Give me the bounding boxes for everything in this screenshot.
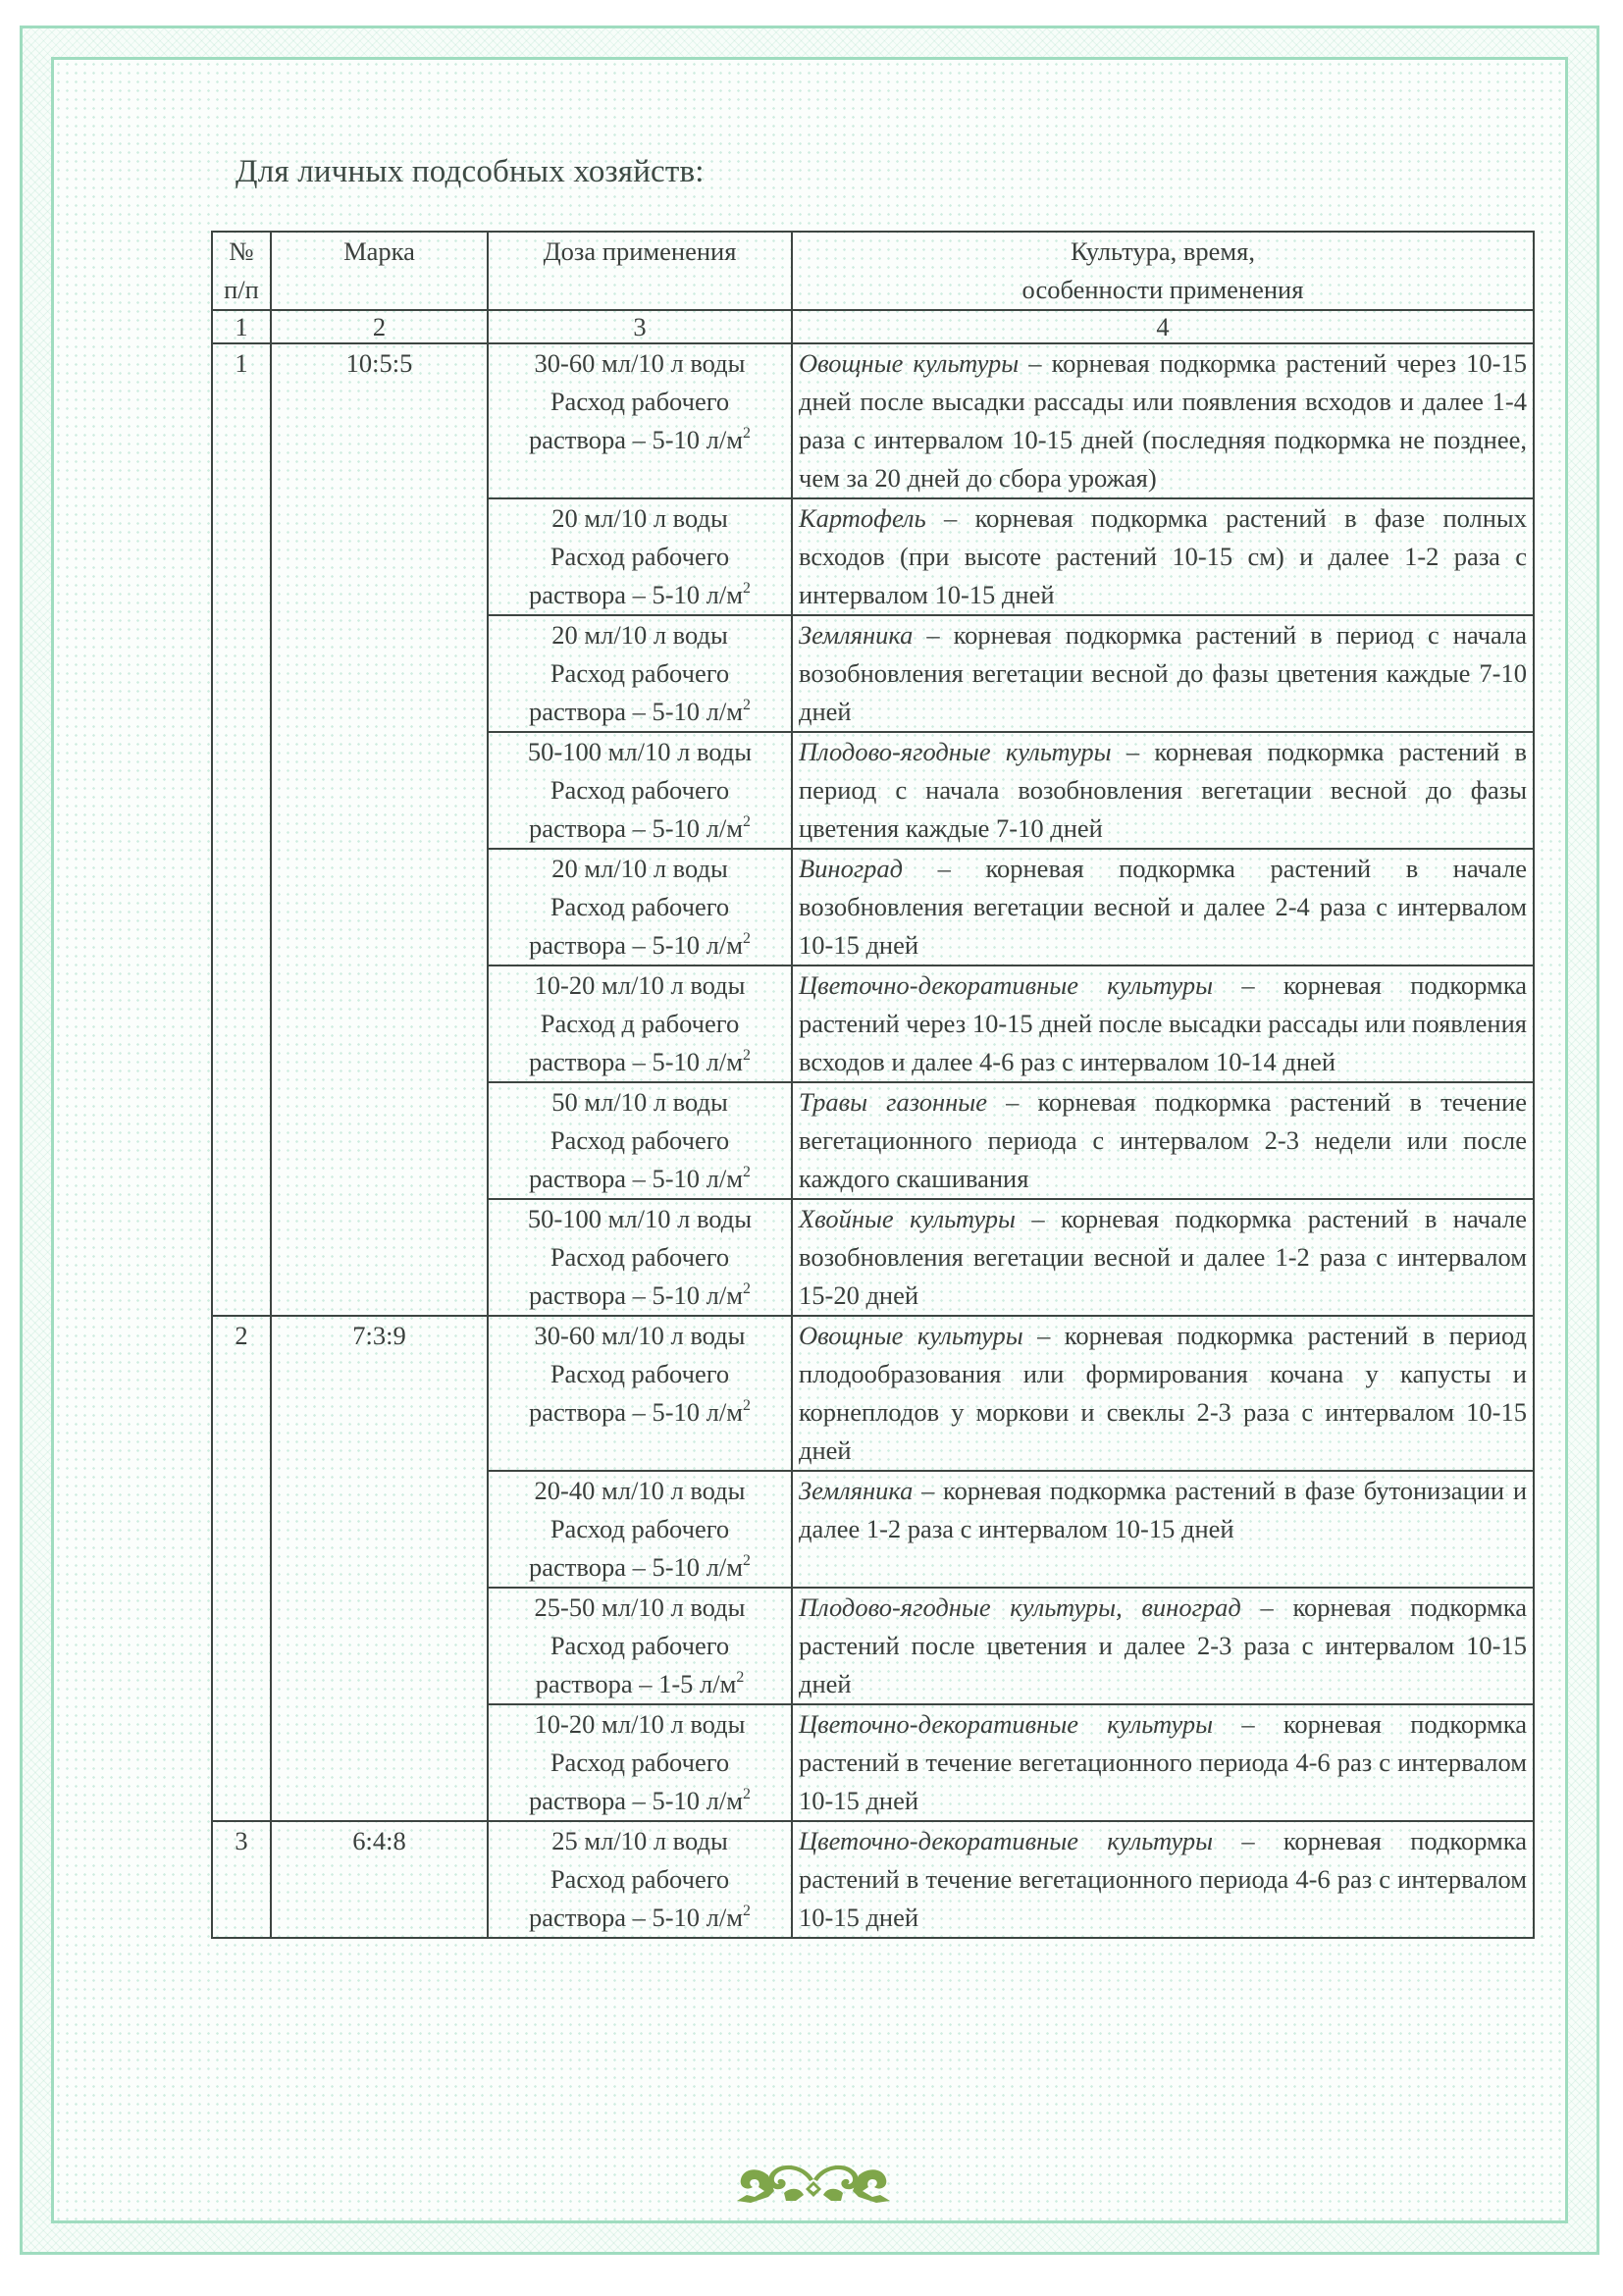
application-description: – корневая подкормка растений через 10-15 дней после высадки рассады или появления всходов и далее 4-6 раз с интервалом 10-14 дней [799, 970, 1527, 1076]
unit-superscript: 2 [743, 579, 751, 597]
unit-superscript: 2 [743, 812, 751, 830]
unit-superscript: 2 [743, 1279, 751, 1297]
application-cell [792, 1821, 1534, 1938]
crop-name: Травы газонные [799, 1087, 987, 1117]
dose-consumption-label: Расход рабочего [550, 387, 730, 416]
crop-name: Земляника [799, 1476, 914, 1505]
crop-name: Овощные культуры [799, 1321, 1023, 1350]
application-description: – корневая подкормка растений в течение вегетационного периода 4-6 раз с интервалом 10-15 дней [799, 1709, 1527, 1815]
dose-amount: 30-60 мл/10 л воды [534, 1321, 746, 1350]
dose-consumption-rate: раствора – 5-10 л/м [529, 813, 744, 843]
dose-cell [488, 1316, 792, 1471]
crop-name: Хвойные культуры [799, 1204, 1016, 1233]
header-crop-line1: Культура, время, [1071, 236, 1255, 266]
dose-consumption-rate: раствора – 5-10 л/м [529, 1280, 744, 1310]
dose-consumption-label: Расход рабочего [550, 1125, 730, 1155]
application-cell [792, 849, 1534, 965]
column-number: 3 [488, 310, 792, 343]
application-cell [792, 1199, 1534, 1316]
dose-consumption-label: Расход рабочего [550, 1864, 730, 1894]
crop-name: Цветочно-декоративные культуры [799, 1709, 1214, 1739]
unit-superscript: 2 [743, 1046, 751, 1064]
dose-consumption-rate: раствора – 5-10 л/м [529, 580, 744, 609]
dose-amount: 20 мл/10 л воды [551, 620, 728, 650]
dose-consumption-rate: раствора – 5-10 л/м [529, 1397, 744, 1427]
application-cell [792, 498, 1534, 615]
dose-amount: 10-20 мл/10 л воды [534, 970, 746, 1000]
column-number: 1 [212, 310, 271, 343]
dose-consumption-rate: раствора – 5-10 л/м [529, 1164, 744, 1193]
application-cell [792, 1082, 1534, 1199]
unit-superscript: 2 [743, 424, 751, 442]
header-brand: Марка [271, 232, 488, 310]
row-number: 2 [212, 1316, 271, 1821]
table-row [212, 343, 1534, 498]
brand-ratio: 7:3:9 [271, 1316, 488, 1821]
unit-superscript: 2 [743, 929, 751, 947]
dose-cell [488, 1704, 792, 1821]
application-cell [792, 615, 1534, 732]
dose-cell [488, 615, 792, 732]
application-description: – корневая подкормка растений в течение вегетационного периода с интервалом 2-3 недели или после каждого скашивания [799, 1087, 1527, 1193]
crop-name: Цветочно-декоративные культуры [799, 1826, 1214, 1855]
dose-amount: 20 мл/10 л воды [551, 503, 728, 533]
dose-cell [488, 1471, 792, 1588]
crop-name: Овощные культуры [799, 348, 1020, 378]
crop-name: Картофель [799, 503, 926, 533]
fertilizer-table [211, 231, 1535, 1939]
application-cell [792, 1588, 1534, 1704]
dose-consumption-label: Расход рабочего [550, 542, 730, 571]
unit-superscript: 2 [743, 1163, 751, 1180]
application-description: – корневая подкормка растений в период плодообразования или формирования кочана у капусты и корнеплодов у моркови и свеклы 2-3 раза с интервалом 10-15 дней [799, 1321, 1528, 1465]
dose-amount: 25 мл/10 л воды [551, 1826, 728, 1855]
dose-cell [488, 1199, 792, 1316]
dose-amount: 20 мл/10 л воды [551, 854, 728, 883]
application-cell [792, 965, 1534, 1082]
table-row [212, 1316, 1534, 1471]
dose-consumption-label: Расход рабочего [550, 892, 730, 921]
crop-name: Цветочно-декоративные культуры [799, 970, 1214, 1000]
dose-amount: 20-40 мл/10 л воды [534, 1476, 746, 1505]
application-description: – корневая подкормка растений в начале возобновления вегетации весной и далее 2-4 раза с интервалом 10-15 дней [799, 854, 1527, 960]
header-dose: Доза применения [488, 232, 792, 310]
brand-ratio: 10:5:5 [271, 343, 488, 1316]
application-description: – корневая подкормка растений в начале возобновления вегетации весной и далее 1-2 раза с интервалом 15-20 дней [799, 1204, 1527, 1310]
dose-consumption-label: Расход д рабочего [540, 1009, 740, 1038]
row-number: 3 [212, 1821, 271, 1938]
row-number: 1 [212, 343, 271, 1316]
dose-amount: 50-100 мл/10 л воды [527, 1204, 753, 1233]
table-header-row [212, 232, 1534, 310]
dose-cell [488, 732, 792, 849]
table-row [212, 1821, 1534, 1938]
dose-cell [488, 965, 792, 1082]
dose-amount: 50-100 мл/10 л воды [527, 737, 753, 766]
dose-consumption-rate: раствора – 1-5 л/м [535, 1669, 737, 1698]
crop-name: Земляника [799, 620, 914, 650]
section-heading: Для личных подсобных хозяйств: [236, 154, 705, 189]
header-crop [792, 232, 1534, 310]
unit-superscript: 2 [743, 1902, 751, 1919]
application-description: – корневая подкормка растений в период с начала возобновления вегетации весной до фазы цветения каждые 7-10 дней [799, 737, 1528, 843]
application-cell [792, 1471, 1534, 1588]
application-description: – корневая подкормка растений через 10-15 дней после высадки рассады или появления всходов и далее 1-4 раза с интервалом 10-15 дней (последняя подкормка не позднее, чем за 20 дней до сбора урожая) [799, 348, 1527, 493]
dose-consumption-rate: раствора – 5-10 л/м [529, 930, 744, 960]
application-cell [792, 1704, 1534, 1821]
dose-consumption-label: Расход рабочего [550, 1631, 730, 1660]
application-cell [792, 343, 1534, 498]
unit-superscript: 2 [743, 1396, 751, 1414]
dose-consumption-label: Расход рабочего [550, 1514, 730, 1543]
dose-consumption-rate: раствора – 5-10 л/м [529, 1552, 744, 1582]
dose-consumption-rate: раствора – 5-10 л/м [529, 697, 744, 726]
dose-cell [488, 1821, 792, 1938]
column-number-row [212, 310, 1534, 343]
dose-consumption-rate: раствора – 5-10 л/м [529, 1786, 744, 1815]
dose-cell [488, 343, 792, 498]
dose-consumption-label: Расход рабочего [550, 1242, 730, 1272]
dose-cell [488, 1588, 792, 1704]
dose-amount: 25-50 мл/10 л воды [534, 1592, 746, 1622]
column-number: 4 [792, 310, 1534, 343]
dose-cell [488, 498, 792, 615]
table-body [212, 343, 1534, 1938]
application-description: – корневая подкормка растений в период с начала возобновления вегетации весной до фазы цветения каждые 7-10 дней [799, 620, 1527, 726]
dose-consumption-label: Расход рабочего [550, 1748, 730, 1777]
unit-superscript: 2 [743, 696, 751, 713]
application-description: – корневая подкормка растений в фазе полных всходов (при высоте растений 10-15 см) и далее 1-2 раза с интервалом 10-15 дней [799, 503, 1527, 609]
dose-consumption-label: Расход рабочего [550, 658, 730, 688]
unit-superscript: 2 [736, 1668, 745, 1686]
application-description: – корневая подкормка растений в фазе бутонизации и далее 1-2 раза с интервалом 10-15 дней [799, 1476, 1527, 1543]
crop-name: Плодово-ягодные культуры [799, 737, 1112, 766]
application-cell [792, 732, 1534, 849]
dose-amount: 30-60 мл/10 л воды [534, 348, 746, 378]
dose-consumption-label: Расход рабочего [550, 775, 730, 805]
dose-consumption-rate: раствора – 5-10 л/м [529, 425, 744, 454]
unit-superscript: 2 [743, 1785, 751, 1802]
dose-consumption-rate: раствора – 5-10 л/м [529, 1047, 744, 1076]
header-crop-line2: особенности применения [1021, 275, 1304, 304]
dose-amount: 50 мл/10 л воды [551, 1087, 728, 1117]
column-number: 2 [271, 310, 488, 343]
application-cell [792, 1316, 1534, 1471]
header-num: № п/п [212, 232, 271, 310]
unit-superscript: 2 [743, 1551, 751, 1569]
application-description: – корневая подкормка растений в течение вегетационного периода 4-6 раз с интервалом 10-15 дней [799, 1826, 1527, 1932]
dose-amount: 10-20 мл/10 л воды [534, 1709, 746, 1739]
dose-consumption-rate: раствора – 5-10 л/м [529, 1903, 744, 1932]
crop-name: Виноград [799, 854, 904, 883]
crop-name: Плодово-ягодные культуры, виноград [799, 1592, 1241, 1622]
dose-consumption-label: Расход рабочего [550, 1359, 730, 1388]
floral-ornament-icon [725, 2158, 902, 2207]
application-description: – корневая подкормка растений после цветения и далее 2-3 раза с интервалом 10-15 дней [799, 1592, 1527, 1698]
dose-cell [488, 1082, 792, 1199]
brand-ratio: 6:4:8 [271, 1821, 488, 1938]
dose-cell [488, 849, 792, 965]
